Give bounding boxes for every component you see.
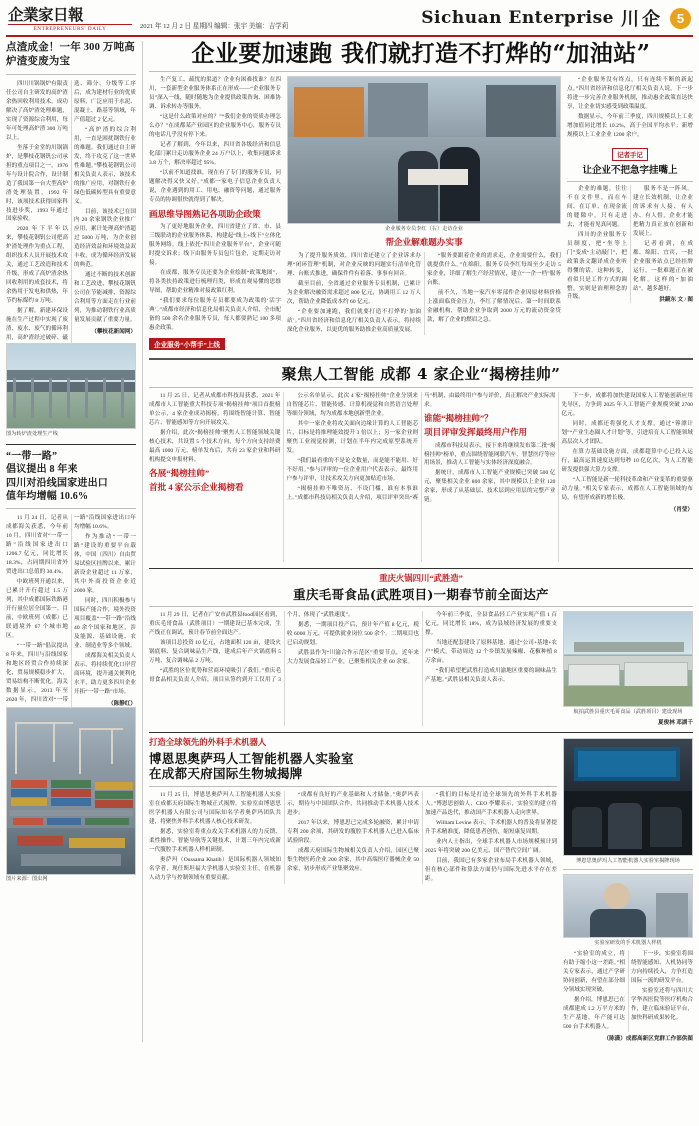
paragraph: 截至目前，全省通过企业服务专员机制，已累计为企业解决融资需求超过 800 亿元，协调用工 12 万人次，帮助企业降低成本约 60 亿元。	[287, 280, 421, 305]
paragraph: 通过不断的技术创新和工艺改进，攀枝花钢钒公司在节能减排、资源综合利用等方面走在行业前列，为推动钢铁行业高质量发展贡献了重要力量。	[74, 272, 136, 324]
paragraph: 据了解，新建环保设施在生产过程中实现了废渣、废水、废气的循环利用，高炉渣经过破碎、磁选、筛分、分级等工序后，成为建材行业的优质原料，广泛应用于水泥、混凝土、路基等领域，年产值超过 2 亿元。	[6, 80, 136, 342]
paragraph: 11 月 25 日，记者从成都市科技局获悉，2021 年成都市人工智能重大科技专项“揭榜挂帅”项目首批榜单公示，4 家企业成功揭榜，将围绕智能计算、智能芯片、智能感知等方向开展攻关。	[149, 393, 281, 427]
page-body	[6, 37, 693, 1042]
headline-line: 四川对沿线国家进出口	[6, 477, 108, 489]
paragraph: 同时，四川积极参与国际产能合作，境外投资项目覆盖“一带一路”沿线 40 余个国家和地区，涉及能源、基础设施、农业、制造业等多个领域。	[74, 597, 136, 649]
paragraph: 据介绍，此次“揭榜挂帅”聚焦人工智能领域关键核心技术，共设置 5 个技术方向，每个方向支持经费最高 1000 万元。榜单发布后，共有 23 家企业和科研机构提交申报材料。	[149, 430, 281, 464]
paragraph: 今年前三季度，全县食品轻工产业实现产值 1 百亿元，同比增长 18%，成为县域经济发展的重要支撑。	[425, 612, 557, 637]
paragraph: 成都天府国际生物城相关负责人介绍，园区已聚集生物医药企业 200 余家，其中高端医疗器械企业 50 余家，初步形成产业集聚效应。	[287, 848, 419, 872]
issue-meta: 2021 年 12 月 2 日 星期四 编辑：张宇 美编：吉学莉	[140, 23, 289, 30]
paragraph: 生产复工、疏忧的渠道？企业有困难找谁？在四川，一套新型企业服务体系正在形成——“企业服务专员”深入一线，随时随地为企业提供政策咨询、困难协调、诉求转办等服务。	[149, 77, 281, 111]
paragraph: 目前，我国已有多家企业布局手术机器人领域，但在核心部件和算法方面仍与国际先进水平存在差距。	[425, 858, 557, 882]
logo-title-en: ENTREPRENEURS' DAILY	[8, 24, 132, 32]
photo-robot-lab-unveiling	[563, 738, 693, 856]
main-column	[149, 41, 693, 1042]
left-article-1-headline: 点渣成金！一年 300 万吨高炉渣变废为宝	[6, 42, 135, 67]
paragraph: 据悉，一期项目投产后，预计年产值 8 亿元，税收 6000 万元，可提供就业岗位 500 余个。二期项目也已启动规划。	[287, 622, 419, 647]
lead-headline: 企业要加速跑 我们就打造不打烨的“加油站”	[191, 40, 651, 67]
paragraph: “高炉渣的综合利用，一直是困扰钢铁行业的难题。我们通过自主研发，终于攻克了这一世界性难题。”攀枝花钢钒公司相关负责人表示，该技术的推广应用，对钢铁行业绿色低碳转型具有重要意义。	[74, 126, 136, 205]
ai-subheading-1: 各展“揭榜挂帅”	[149, 468, 210, 479]
robot-body-extra	[563, 950, 693, 1032]
paragraph: 成都市科技局表示，接下来将继续发布第二批“揭榜挂帅”榜单，重点围绕智能网联汽车、智慧医疗等应用场景，推动人工智能与实体经济深度融合。	[424, 442, 556, 467]
photo-caption: 图为转炉渣处理生产线	[6, 430, 58, 437]
paragraph: “以前不知道找谁，现在有了专门的服务专员，问题解决得又快又好。”成都一家电子信息企业负责人说，企业遇到的用工、用电、融资等问题，通过服务专员的协调很快就得到了解决。	[149, 170, 281, 204]
robot-row	[149, 738, 693, 1042]
paragraph: 当地还配套建设了原料基地，通过“公司+基地+农户”模式，带动周边 12 个乡镇发展辣椒、花椒种植 8 万余亩。	[425, 640, 557, 665]
paragraph: 据悉，实验室将重点攻关手术机器人的力反馈、柔性操作、智能导航等关键技术，计划三年内完成新一代腹腔手术机器人样机研制。	[149, 829, 281, 854]
paragraph: 2020 年下半年以来，攀枝花钢钒公司把高炉渣处理作为重点工程，组织技术人员开展技术攻关，通过工艺改造和技术升级，形成了高炉渣余热回收利用的成套技术，将余热用于发电和供热，年节约标煤约 8 万吨。	[6, 226, 68, 305]
lead-col-2	[287, 76, 561, 352]
paragraph: 11 月 29 日，记者在广安市武胜县food园区看到，重庆毛哥食品（武胜项目）一期建设已基本完成，生产线正在调试，预计春节前全面达产。	[149, 612, 281, 637]
paragraph: “企业要加速跑，我们就要打造不打烨的‘加油站’。”四川省经济和信息化厅相关负责人表示，将持续深化企业服务，以更优的服务助推企业高质量发展。	[287, 308, 421, 333]
paragraph: 下一步，成都将加快建设国家人工智能创新应用先导区，力争到 2025 年人工智能产业规模突破 2700 亿元。	[561, 393, 693, 418]
photo-maoge-food-plant	[563, 611, 693, 707]
lead-subheading-mid: 画思维导图熟记各项助企政策	[149, 209, 261, 220]
paragraph: 坐落于金堂的川锅锅炉，是攀枝花钢钒公司承担的重点项目之一，1976 年与设计院合作，设计制造了我国第一台大型高炉渣处理装置。1992 年时，该项技术获得国家科技进步奖，1993 年通过国家验收。	[6, 144, 68, 223]
byline: （肖莹）	[670, 507, 693, 514]
lead-col-3	[567, 76, 693, 352]
newspaper-logo	[8, 4, 132, 32]
robot-headline-line-1: 博恩思奥萨玛人工智能机器人实验室	[149, 750, 354, 766]
headline-line: “一带一路”	[6, 451, 58, 463]
photo-caption: 图片来源：图虫网	[6, 876, 48, 883]
lead-subheading-right: 帮企业解难题办实事	[385, 237, 463, 248]
paragraph: 2017 年以来，博恩思已完成多轮融资，累计申请专利 200 余项，其研发的腹腔手术机器人已进入临床试验阶段。	[287, 820, 419, 845]
paragraph: 记者了解到，今年以来，四川省各级经济和信息化部门累计走访服务企业 24 万户以上，收集问题诉求 3.8 万个，解决率超过 95%。	[149, 142, 281, 167]
photo-blast-furnace-line	[6, 343, 136, 429]
robot-text-block	[149, 738, 557, 1042]
photo-robot-prototype	[563, 874, 693, 938]
byline: （陈静红）	[108, 700, 136, 707]
ai-subheading-2: 谁能“揭榜挂帅”？	[424, 413, 493, 424]
paragraph: “一带一路”倡议提出 8 年来，四川与沿线国家和地区经贸合作持续深化，贸易规模稳步扩大，贸易结构不断优化。海关数据显示，2013 年至 2020 年，四川省对“一带一路”沿线国家进出口年均增幅 10.6%。	[6, 515, 136, 703]
section-title-en: Sichuan Enterprise	[421, 8, 614, 28]
paragraph: 11 月 25 日，博恩思奥萨玛人工智能机器人实验室在成都天府国际生物城正式揭牌。实验室由博恩思医学机器人有限公司与国际知名学者奥萨玛团队共建，将聚焦外科手术机器人核心技术研发。	[149, 792, 281, 826]
paragraph: “武胜的区位优势和营商环境吸引了我们。”重庆毛哥食品相关负责人介绍，项目从签约到开工仅用了 3 个月，体现了“武胜速度”。	[149, 612, 354, 684]
paragraph: 公示名单显示，此次 4 家“揭榜挂帅”企业分别来自智能芯片、智能传感、计算机视觉和自然语言处理等细分领域，均为成都本地创新型企业。	[286, 393, 418, 418]
ai-headline: 聚焦人工智能 成都 4 家企业“揭榜挂帅”	[281, 365, 561, 384]
paragraph: 实验室还将与四川大学华西医院等医疗机构合作，建立临床验证平台，加快科研成果转化。	[631, 988, 693, 1022]
paragraph: 据介绍，博恩思已在成都建成 1.2 万平方米的生产基地，年产能可达 500 台手术机器人。	[563, 997, 625, 1031]
byline: （陈潇）成都高新区党群工作部供图	[603, 1036, 693, 1043]
paragraph: “我们最看重的不是论文数量，而是能不能用、好不好用。”参与评审的一位企业用户代表表示，最终用户参与评审，让技术攻关方向更加贴近市场。	[286, 458, 418, 483]
paragraph: “服务要跟着企业的需求走，企业需要什么，我们就提供什么。”在绵阳，服务专员李红每周至少走访 5 家企业，详细了解生产经营情况，建立“一企一档”服务台账。	[427, 252, 561, 286]
paragraph: “揭榜挂帅不唯资历、不设门槛，谁有本事谁上。”成都市科技局相关负责人介绍，项目评审突出“赛马”机制，由最终用户参与评价，真正解决产业实际需求。	[286, 393, 556, 502]
column-divider	[142, 41, 143, 1042]
photo-caption: 航拍武胜县重庆毛哥食品（武胜项目）建设现场	[573, 708, 683, 715]
photo-service-officer-visit	[287, 76, 561, 224]
paragraph: 武胜县作为“川渝合作示范区”重要节点，近年来大力发展食品轻工产业，已聚集相关企业 60 余家。	[287, 650, 419, 666]
page-number-badge: 5	[670, 8, 691, 29]
robot-photo-block	[563, 738, 693, 1042]
paragraph: “这是什么政策对应的？”“我们企业的资质办理怎么办？”在成都某产业园区的企业服务中心，服务专员的电话几乎没有停下来。	[149, 114, 281, 139]
reporter-note-body	[567, 185, 693, 304]
paragraph: 企业的难题，往往不在文件里，而在车间、在订单、在现金流的缝隙中。只有走进去，才能看见真问题。	[567, 185, 627, 228]
ai-subheading-1b: 首批 4 家公示企业揭榜看	[149, 482, 244, 493]
paragraph: “企业服务没有终点，只有连续不断的新起点。”四川省经济和信息化厅相关负责人说，下一步将进一步完善企业服务机制，推动惠企政策直达快享，让企业切实感受到政策温度。	[567, 77, 693, 111]
paragraph: “我们要求每位服务专员都要成为政策的‘活字典’。”成都市经济和信息化局相关负责人介绍，全市配备的 500 余名企业服务专员，每人都要熟记 100 多项惠企政策。	[149, 298, 281, 332]
chongqing-headline: 重庆毛哥食品(武胜项目)一期春节前全面达产	[293, 586, 549, 602]
ai-body	[149, 392, 693, 562]
reporter-note-heading: 让企业不把急字挂嘴上	[582, 166, 678, 177]
byline: （攀枝花新闻网）	[91, 329, 136, 336]
paragraph: 在成都，服务专员还要为企业绘制“政策地图”，将各类扶持政策进行梳理归类，形成直观易懂的思维导图，帮助企业精准对接政策红利。	[149, 270, 281, 295]
paragraph: 四川川锅锅炉有限责任公司自主研发的高炉渣余热回收利用技术，成功解决了高炉渣处理难题，实现了资源综合利用，每年可处理高炉渣 300 万吨以上。	[6, 80, 68, 141]
service-platform-tag: 企业服务“小帮手”上线	[149, 338, 225, 350]
byline: 夏俊林 邓湖千	[658, 720, 693, 727]
masthead	[6, 0, 693, 37]
chongqing-photo-block	[563, 611, 693, 726]
ai-subheading-2b: 项目评审发挥最终用户作用	[424, 427, 528, 438]
section-title-cn: 川企	[621, 9, 663, 30]
left-column	[6, 41, 136, 1042]
left-article-2-body	[6, 514, 136, 707]
left-article-1-body	[6, 80, 136, 344]
paragraph: 记者看到，在成都、绵阳、宜宾，一批企业服务站点已经挂牌运行，一批难题正在被化解。这样的“加油站”，越多越好。	[633, 240, 693, 292]
paragraph: 同时，成都还将强化人才支撑，通过“蓉漂计划”“产业生态圈人才计划”等，引进培育人工智能领域高层次人才团队。	[561, 421, 693, 446]
lead-top-row	[149, 76, 693, 352]
paragraph: 作为推动“一带一路”建设的重要平台载体，中国（四川）自由贸易试验区挂牌以来，累计新设企业超过 11 万家，其中外商投资企业近 2000 家。	[74, 534, 136, 594]
paragraph: 业内人士指出，全球手术机器人市场规模预计到 2025 年将突破 200 亿美元，国产替代空间广阔。	[425, 839, 557, 855]
robot-body	[149, 791, 557, 884]
lead-col-1	[149, 76, 281, 352]
paragraph: “成都有良好的产业基础和人才储备。”奥萨玛表示，期待与中国团队合作，共同推动手术机器人技术进步。	[287, 792, 419, 817]
paragraph: 中欧班列开通以来，已累计开行超过 1.5 万列，其中成都国际铁路港开行量位居全国第一。目前，中欧班列（成都）已联通境外 67 个城市地区。	[6, 578, 68, 639]
lead-col-2-body	[287, 252, 561, 335]
paragraph: “我们希望把武胜打造成川渝地区重要的调味品生产基地。”武胜县相关负责人表示。	[425, 668, 557, 684]
chongqing-row	[149, 611, 693, 726]
reporter-note-tag: 记者手记	[612, 148, 648, 161]
masthead-right	[421, 5, 691, 32]
chongqing-kicker: 重庆火锅四川“武胜造”	[379, 574, 463, 584]
paragraph: 服务不是一阵风。建立长效机制，让企业的诉求有人接、有人办、有人督，企业才能把精力真正放在创新和发展上。	[633, 185, 693, 237]
paragraph: 该项目总投资 10 亿元，占地面积 120 亩，建设火锅底料、复合调味品生产线，建成后年产火锅底料 5 万吨、复合调味品 2 万吨。	[149, 640, 281, 665]
photo-caption: 实验室研发的手术机器人样机	[594, 939, 662, 946]
paragraph: 为了更好地服务企业，四川省建立了省、市、县三级联动的企业服务体系，构建起“线上+线下”立体化服务网络。线上依托“四川企业服务平台”，企业可随时提交诉求；线下由服务专员包片包企，定期走访对接。	[149, 224, 281, 267]
paragraph: 11 月 24 日，记者从成都海关获悉，今年前 10 月，四川省对“一带一路”沿线国家进出口 1206.7 亿元，同比增长 18.3%，占同期四川省外贸进出口总值的 30.4%。	[6, 515, 68, 575]
chongqing-body	[149, 611, 557, 726]
paragraph: 数据显示，今年前三季度，四川规模以上工业增加值同比增长 10.2%，高于全国平均水平；新增规模以上工业企业 1200 余户。	[567, 114, 693, 139]
paragraph: 据统计，成都市人工智能产业规模已突破 500 亿元，聚集相关企业 800 余家，其中规模以上企业 120 余家，形成了从基础层、技术层到应用层的完整产业链。	[424, 470, 556, 504]
paragraph: “人工智能是新一轮科技革命和产业变革的重要驱动力量。”相关专家表示，成都在人工智能领域的布局，有望形成新的增长极。	[561, 477, 693, 502]
photo-caption: 企业服务专员李红（右）走访企业	[385, 225, 463, 232]
left-article-2-headline	[6, 450, 136, 503]
paragraph: “实验室的成立，将有助于缩小这一差距。”相关专家表示，通过产学研协同创新，有望在部分细分领域实现突破。	[563, 951, 625, 994]
logo-title-cn: 企業家日報	[8, 4, 84, 24]
byline: 洪鏡东 文 / 图	[659, 297, 693, 304]
photo-container-port	[6, 707, 136, 875]
paragraph: “我们的目标是打造全球领先的外科手术机器人。”博恩思创始人、CEO 李耀表示，实验室的建立将加速产品迭代，推动国产手术机器人走向世界。	[425, 792, 557, 817]
paragraph: 在算力基础设施方面，成都超算中心已投入运行，最高运算速度达到每秒 10 亿亿次，为人工智能研发提供强大算力支撑。	[561, 449, 693, 474]
headline-line: 倡议提出 8 年来	[6, 464, 78, 476]
paragraph: 为了提升服务质效，四川省还建立了企业诉求办理“闭环管理”机制，对企业反映的问题实行清单化管理、台账式推进，确保件件有着落、事事有回音。	[287, 252, 421, 277]
photo-caption: 博恩思奥萨玛人工智能机器人实验室揭牌现场	[576, 857, 680, 864]
paragraph: 成都海关相关负责人表示，将持续优化口岸营商环境，提升通关便利化水平，助力更多四川企业开拓“一带一路”市场。	[74, 652, 136, 695]
paragraph: 前不久，当地一家汽车零部件企业因原材料价格上涨面临资金压力，李红了解情况后，第一时间联系金融机构，帮助企业争取到 2000 万元的流动资金贷款，解了企业的燃眉之急。	[427, 289, 561, 323]
paragraph: 其中一家企业将攻关面向边缘计算的人工智能芯片，目标是将推理能效提升 3 倍以上；另一家企业则聚焦工业视觉检测，计划在半年内完成原型系统开发。	[286, 421, 418, 455]
headline-line: 值年均增幅 10.6%	[6, 490, 89, 502]
paragraph: 目前，该技术已在国内 20 余家钢铁企业推广应用，累计处理高炉渣超过 5000 万吨，为企业创造经济效益和环境效益双丰收，成为循环经济发展的典范。	[74, 208, 136, 269]
paragraph: 奥萨玛（Oussama Khatib）是国际机器人领域知名学者，现任斯坦福大学机器人实验室主任，在机器人动力学与控制领域有重要贡献。	[149, 857, 281, 881]
robot-kicker: 打造全球领先的外科手术机器人	[149, 738, 267, 748]
paragraph: 四川的企业服务专员制度，把“坐等上门”变成“主动敲门”，把政策条文翻译成企业听得懂的话。这种转变，看似只是工作方式的调整，实则是治理理念的升级。	[567, 231, 627, 301]
robot-headline-line-2: 在成都天府国际生物城揭牌	[149, 766, 303, 782]
paragraph: William Levine 表示，手术机器人的普及将显著提升手术精准度，降低患者创伤，缩短康复周期。	[425, 820, 557, 836]
paragraph: 下一步，实验室将围绕智能感知、人机协同等方向持续投入，力争打造国际一流的研发平台。	[631, 951, 693, 985]
